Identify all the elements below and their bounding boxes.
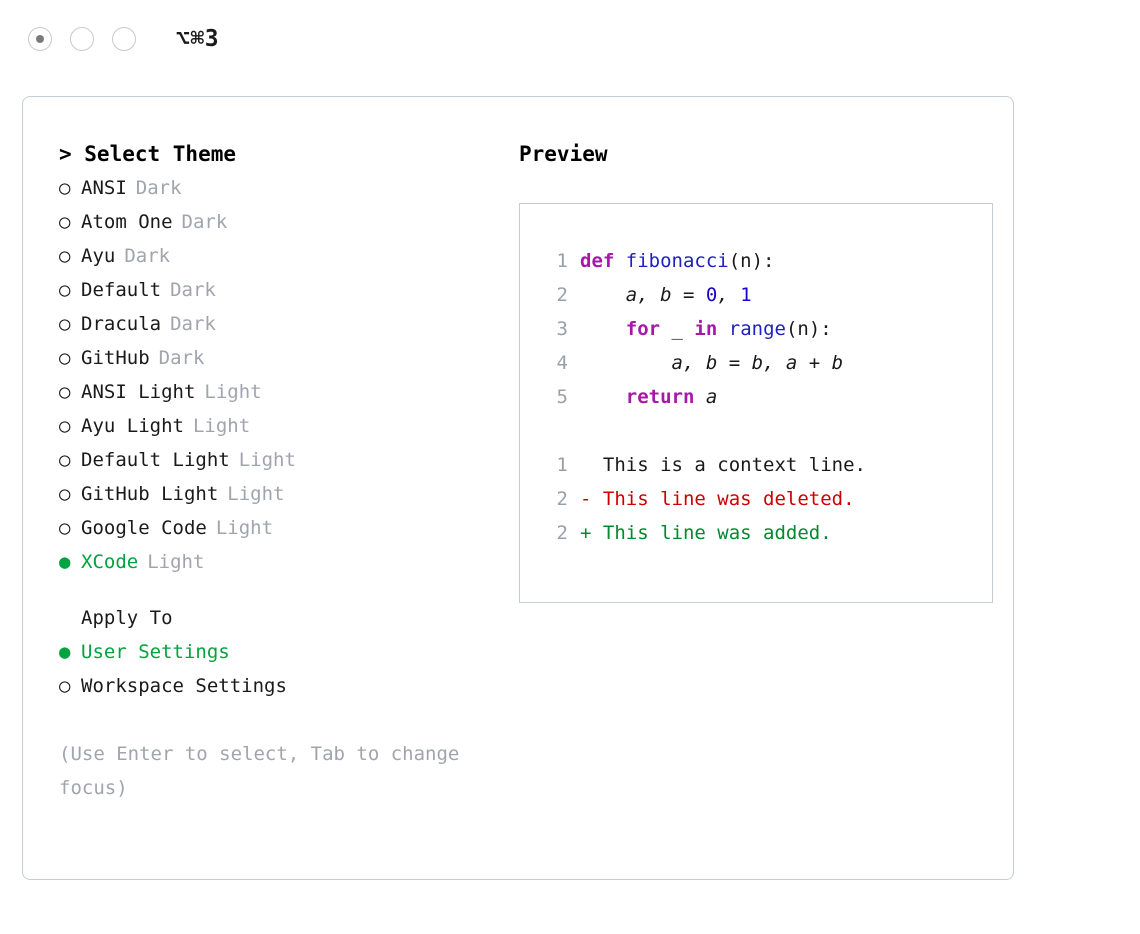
diff-text: This line was added. <box>591 522 832 544</box>
theme-list-item[interactable] <box>59 307 501 341</box>
code-token-function: fibonacci <box>625 250 729 272</box>
apply-to-header: Apply To <box>81 607 173 629</box>
radio-icon: ○ <box>59 675 71 697</box>
radio-icon: ○ <box>59 245 71 267</box>
window-shortcut-label: ⌥⌘3 <box>176 26 220 52</box>
radio-icon: ○ <box>59 381 71 403</box>
traffic-light-maximize[interactable] <box>112 27 136 51</box>
radio-icon: ○ <box>59 449 71 471</box>
diff-text: This is a context line. <box>580 454 866 476</box>
radio-icon: ○ <box>59 347 71 369</box>
code-content <box>580 312 832 346</box>
code-token-function: range <box>728 318 786 340</box>
code-token-number: 1 <box>740 284 752 306</box>
radio-icon: ○ <box>59 483 71 505</box>
line-number: 5 <box>556 386 568 408</box>
theme-variant: Dark <box>135 177 182 199</box>
diff-line-deleted <box>542 482 992 516</box>
theme-variant: Light <box>238 449 296 471</box>
code-content <box>580 346 843 380</box>
radio-icon: ○ <box>59 279 71 301</box>
line-number: 2 <box>556 284 568 306</box>
theme-variant: Dark <box>170 279 216 301</box>
radio-icon-selected: ● <box>59 641 71 663</box>
radio-icon: ○ <box>59 313 71 335</box>
preview-box <box>519 203 993 603</box>
select-theme-header: > Select Theme <box>59 142 237 166</box>
code-token-plain <box>580 386 626 408</box>
code-line <box>542 244 992 278</box>
theme-variant: Dark <box>170 313 216 335</box>
code-line <box>542 380 992 414</box>
theme-name: GitHub <box>81 347 150 369</box>
code-token-plain: a, b = b, a + b <box>580 352 844 374</box>
apply-option-workspace-settings[interactable] <box>59 669 501 703</box>
theme-variant: Light <box>204 381 262 403</box>
theme-variant: Dark <box>181 211 228 233</box>
diff-text: This line was deleted. <box>591 488 855 510</box>
code-token-plain: (n): <box>728 250 775 272</box>
theme-name: ANSI <box>81 177 127 199</box>
theme-selector-column <box>39 137 501 805</box>
code-line <box>542 346 992 380</box>
line-number: 2 <box>556 522 568 544</box>
theme-name: Atom One <box>81 211 173 233</box>
theme-name: Default <box>81 279 162 301</box>
line-number: 4 <box>556 352 568 374</box>
diff-marker: + <box>580 522 592 544</box>
code-content <box>580 244 774 278</box>
traffic-light-minimize[interactable] <box>70 27 94 51</box>
radio-icon: ○ <box>59 211 71 233</box>
apply-option-label: Workspace Settings <box>81 675 287 697</box>
code-token-keyword: in <box>694 318 729 340</box>
code-token-plain: a, b = <box>580 284 706 306</box>
theme-name: Dracula <box>81 313 162 335</box>
diff-marker: - <box>580 488 592 510</box>
code-token-keyword: def <box>580 250 626 272</box>
code-token-plain: _ <box>671 318 695 340</box>
theme-name: Ayu Light <box>81 415 184 437</box>
code-token-plain <box>580 318 626 340</box>
theme-variant: Light <box>215 517 274 539</box>
theme-variant: Dark <box>124 245 171 267</box>
traffic-light-close[interactable] <box>28 27 52 51</box>
theme-list-item[interactable] <box>59 409 501 443</box>
theme-list[interactable] <box>59 171 501 579</box>
radio-icon: ○ <box>59 517 71 539</box>
code-blank-line <box>542 414 992 448</box>
theme-list-item[interactable] <box>59 273 501 307</box>
code-content <box>580 380 717 414</box>
theme-name: Default Light <box>81 449 230 471</box>
code-token-number: 0 <box>705 284 718 306</box>
main-panel <box>22 96 1014 880</box>
theme-variant: Dark <box>158 347 205 369</box>
theme-list-item[interactable] <box>59 443 501 477</box>
theme-variant: Light <box>192 415 251 437</box>
theme-name: Google Code <box>81 517 207 539</box>
theme-name: XCode <box>81 551 139 573</box>
code-content <box>580 278 752 312</box>
radio-icon: ○ <box>59 177 71 199</box>
keyboard-hint: (Use Enter to select, Tab to change focus) <box>59 743 471 799</box>
code-token-plain: a <box>705 386 718 408</box>
theme-list-item[interactable] <box>59 511 501 545</box>
code-token-plain: (n): <box>785 318 832 340</box>
code-line <box>542 278 992 312</box>
theme-list-item-selected[interactable] <box>59 545 501 579</box>
theme-list-item[interactable] <box>59 477 501 511</box>
radio-icon: ○ <box>59 415 71 437</box>
code-token-plain: , <box>717 284 741 306</box>
line-number: 1 <box>556 250 568 272</box>
apply-option-label: User Settings <box>81 641 230 663</box>
theme-list-item[interactable] <box>59 375 501 409</box>
line-number: 3 <box>556 318 568 340</box>
preview-header: Preview <box>519 142 608 166</box>
code-token-keyword: for <box>625 318 672 340</box>
line-number: 1 <box>556 454 568 476</box>
preview-column <box>501 137 1013 805</box>
theme-name: ANSI Light <box>81 381 196 403</box>
diff-line-context <box>542 448 992 482</box>
code-token-keyword: return <box>625 386 706 408</box>
apply-to-list[interactable] <box>59 635 501 703</box>
theme-list-item[interactable] <box>59 341 501 375</box>
code-line <box>542 312 992 346</box>
line-number: 2 <box>556 488 568 510</box>
theme-list-item[interactable] <box>59 239 501 273</box>
apply-option-user-settings[interactable] <box>59 635 501 669</box>
theme-list-item[interactable] <box>59 205 501 239</box>
theme-name: Ayu <box>81 245 116 267</box>
radio-icon-selected: ● <box>59 551 71 573</box>
theme-variant: Light <box>227 483 285 505</box>
theme-variant: Light <box>147 551 205 573</box>
title-bar <box>0 0 1140 78</box>
diff-line-added <box>542 516 992 550</box>
theme-name: GitHub Light <box>81 483 219 505</box>
theme-list-item[interactable] <box>59 171 501 205</box>
